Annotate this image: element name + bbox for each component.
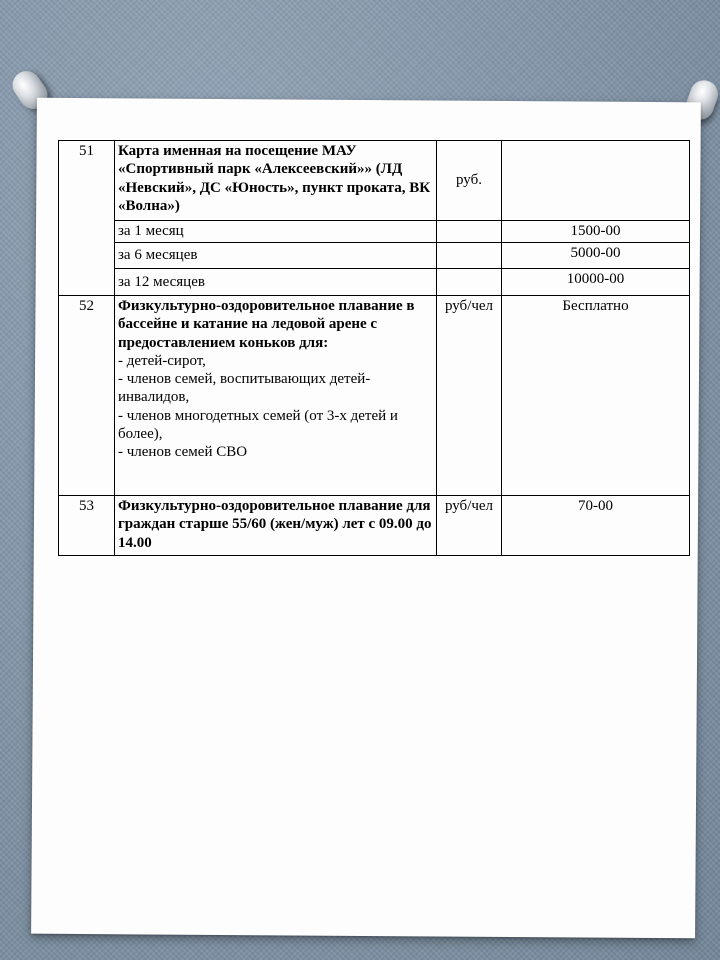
price-cell: 5000-00 — [502, 243, 690, 269]
beneficiary-item: - членов семей СВО — [118, 444, 248, 461]
service-title: Физкультурно-оздоровительное плавание для граждан старше 55/60 (жен/муж) лет с 09.00 до 14.00 — [115, 496, 437, 556]
unit-cell — [437, 269, 502, 296]
table-row — [59, 269, 690, 296]
price-cell — [502, 141, 690, 221]
table-row — [59, 141, 690, 221]
table-row — [59, 243, 690, 269]
service-description — [115, 296, 437, 496]
sub-row-label: за 1 месяц — [115, 221, 437, 243]
table-row — [59, 221, 690, 243]
row-number: 52 — [59, 296, 115, 496]
service-title: Физкультурно-оздоровительное плавание в бассейне и катание на ледовой арене с предоставлением коньков для: — [118, 298, 415, 351]
sub-row-label: за 6 месяцев — [115, 243, 437, 269]
unit-cell: руб/чел — [437, 296, 502, 496]
table-row — [59, 496, 690, 556]
unit-cell — [437, 221, 502, 243]
tariff-table — [58, 140, 690, 556]
sub-row-label: за 12 месяцев — [115, 269, 437, 296]
price-cell: Бесплатно — [502, 296, 690, 496]
service-title: Карта именная на посещение МАУ «Спортивный парк «Алексеевский»» (ЛД «Невский», ДС «Юность», пункт проката, ВК «Волна») — [115, 141, 437, 221]
price-cell: 10000-00 — [502, 269, 690, 296]
beneficiary-item: - членов многодетных семей (от 3-х детей и более), — [118, 407, 398, 443]
row-number: 53 — [59, 496, 115, 556]
price-cell: 70-00 — [502, 496, 690, 556]
beneficiary-item: - членов семей, воспитывающих детей-инвалидов, — [118, 371, 371, 406]
table-row — [59, 296, 690, 496]
unit-cell: руб. — [437, 141, 502, 221]
unit-cell: руб/чел — [437, 496, 502, 556]
beneficiary-item: - детей-сирот, — [118, 352, 206, 369]
unit-cell — [437, 243, 502, 269]
row-number: 51 — [59, 141, 115, 296]
price-cell: 1500-00 — [502, 221, 690, 243]
